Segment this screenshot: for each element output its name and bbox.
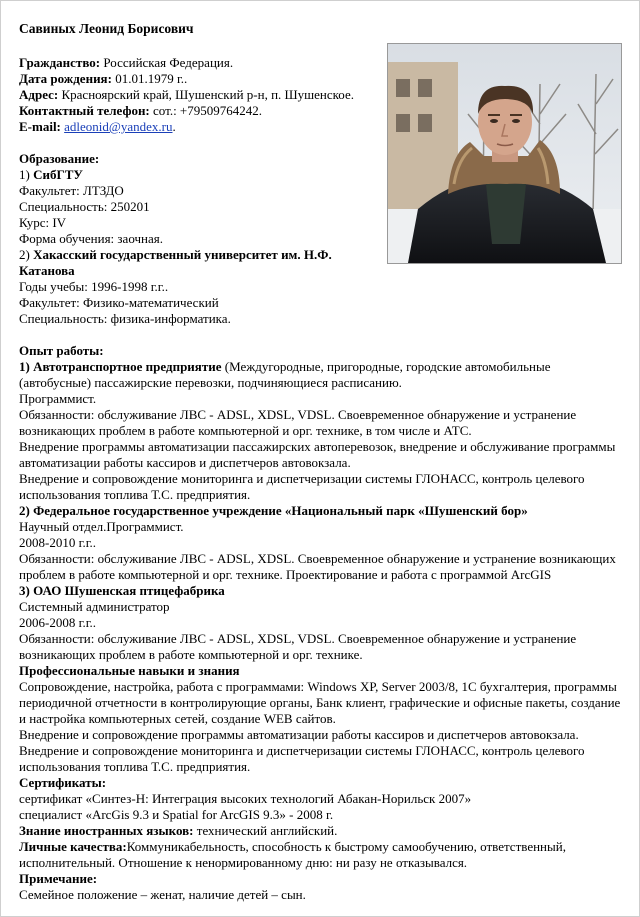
certificates-section — [19, 775, 625, 823]
experience-heading: Опыт работы: — [19, 343, 104, 358]
job-3-title: 3) ОАО Шушенская птицефабрика — [19, 583, 225, 598]
birthdate-label: Дата рождения: — [19, 71, 112, 86]
address-row — [19, 87, 399, 103]
skills-line: Внедрение и сопровождение программы автоматизации работы кассиров и диспетчеров автовокзала. — [19, 727, 579, 742]
job-1-name: 1) Автотранспортное предприятие — [19, 359, 222, 374]
qualities-row — [19, 839, 625, 871]
job-1-line: Внедрение программы автоматизации пассажирских автоперевозок, внедрение и обслуживание программы автоматизации работы кассиров и диспетчеров автовокзала. — [19, 439, 616, 470]
skills-line: Внедрение и сопровождение мониторинга и диспетчеризации системы ГЛОНАСС, контроль целевого использования топлива Т.С. предприятия. — [19, 743, 585, 774]
job-3-line: Системный администратор — [19, 599, 170, 614]
certificate-line: сертификат «Синтез-Н: Интеграция высоких технологий Абакан-Норильск 2007» — [19, 791, 472, 806]
education-item-2-title — [19, 247, 399, 263]
note-line: Семейное положение – женат, наличие детей – сын. — [19, 887, 306, 902]
note-section — [19, 871, 625, 903]
job-3-line: 2006-2008 г.г.. — [19, 615, 97, 630]
address-value: Красноярский край, Шушенский р-н, п. Шушенское. — [58, 87, 354, 102]
job-1-line: Обязанности: обслуживание ЛВС - ADSL, XDSL, VDSL. Своевременное обнаружение и устранение возникающих проблем в работе компьютерной и орг. технике, в том числе и АТС. — [19, 407, 577, 438]
job-1-line: Программист. — [19, 391, 97, 406]
education-item-2-line: Специальность: физика-информатика. — [19, 311, 231, 326]
job-1-line: Внедрение и сопровождение мониторинга и диспетчеризации системы ГЛОНАСС, контроль целевого использования топлива Т.С. предприятия. — [19, 471, 585, 502]
languages-label: Знание иностранных языков: — [19, 823, 194, 838]
education-item-2-name-cont: Катанова — [19, 263, 75, 278]
skills-section — [19, 663, 625, 775]
address-label: Адрес: — [19, 87, 59, 102]
education-item-1-number: 1) — [19, 167, 34, 182]
qualities-label: Личные качества: — [19, 839, 127, 854]
job-1-title — [19, 359, 625, 391]
job-2-line: 2008-2010 г.г.. — [19, 535, 97, 550]
education-item-2-number: 2) — [19, 247, 34, 262]
phone-label: Контактный телефон: — [19, 103, 150, 118]
education-item-1-name: СибГТУ — [33, 167, 83, 182]
certificates-heading: Сертификаты: — [19, 775, 107, 790]
personal-info — [19, 55, 399, 135]
skills-heading: Профессиональные навыки и знания — [19, 663, 240, 678]
phone-row — [19, 103, 399, 119]
job-1-description: (Междугородные, пригородные, городские автомобильные (автобусные) пассажирские перевозки, подчиняющиеся расписанию. — [19, 359, 551, 390]
education-item-2-line: Годы учебы: 1996-1998 г.г.. — [19, 279, 169, 294]
birthdate-value: 01.01.1979 г.. — [111, 71, 188, 86]
qualities-value: Коммуникабельность, способность к быстрому самообучению, ответственный, исполнительный. Отношение к ненормированному дню: ни разу не отказывался. — [19, 839, 566, 870]
note-heading: Примечание: — [19, 871, 98, 886]
job-2-line: Научный отдел.Программист. — [19, 519, 184, 534]
education-heading: Образование: — [19, 151, 100, 166]
education-item-1-line: Форма обучения: заочная. — [19, 231, 163, 246]
email-row — [19, 119, 399, 135]
experience-section — [19, 343, 625, 663]
citizenship-row — [19, 55, 399, 71]
job-2-title: 2) Федеральное государственное учреждение «Национальный парк «Шушенский бор» — [19, 503, 528, 518]
education-item-1-line: Факультет: ЛТЗДО — [19, 183, 124, 198]
job-3-line: Обязанности: обслуживание ЛВС - ADSL, XDSL, VDSL. Своевременное обнаружение и устранение возникающих проблем в работе компьютерной и орг. технике. — [19, 631, 577, 662]
education-item-1-title — [19, 167, 399, 183]
education-item-1-line: Специальность: 250201 — [19, 199, 150, 214]
education-item-1-line: Курс: IV — [19, 215, 67, 230]
skills-line: Сопровождение, настройка, работа с программами: Windows XP, Server 2003/8, 1С бухгалтерия, программы периодичной отчетности в контролирующие органы, Банк клиент, графические и офисные пакеты, создание и настройка компьютерных сетей, создание WEB сайтов. — [19, 679, 621, 726]
citizenship-value: Российская Федерация. — [100, 55, 234, 70]
email-link[interactable]: adleonid@yandex.ru — [64, 119, 173, 134]
citizenship-label: Гражданство: — [19, 55, 101, 70]
job-2-line: Обязанности: обслуживание ЛВС - ADSL, XDSL. Своевременное обнаружение и устранение возникающих проблем в работе компьютерной и орг. технике. Проектирование и работа с программой ArcGIS — [19, 551, 616, 582]
languages-value: технический английский. — [193, 823, 338, 838]
certificate-line: специалист «ArcGis 9.3 и Spatial for ArcGIS 9.3» - 2008 г. — [19, 807, 334, 822]
education-item-2-line: Факультет: Физико-математический — [19, 295, 219, 310]
education-item-2-name: Хакасский государственный университет им. Н.Ф. — [33, 247, 332, 262]
birthdate-row — [19, 71, 399, 87]
email-suffix: . — [172, 119, 176, 134]
languages-row — [19, 823, 625, 839]
resume-content — [19, 21, 625, 903]
education-section — [19, 151, 399, 327]
full-name: Савиных Леонид Борисович — [19, 21, 194, 36]
phone-value: сот.: +79509764242. — [149, 103, 263, 118]
email-label: E-mail: — [19, 119, 61, 134]
